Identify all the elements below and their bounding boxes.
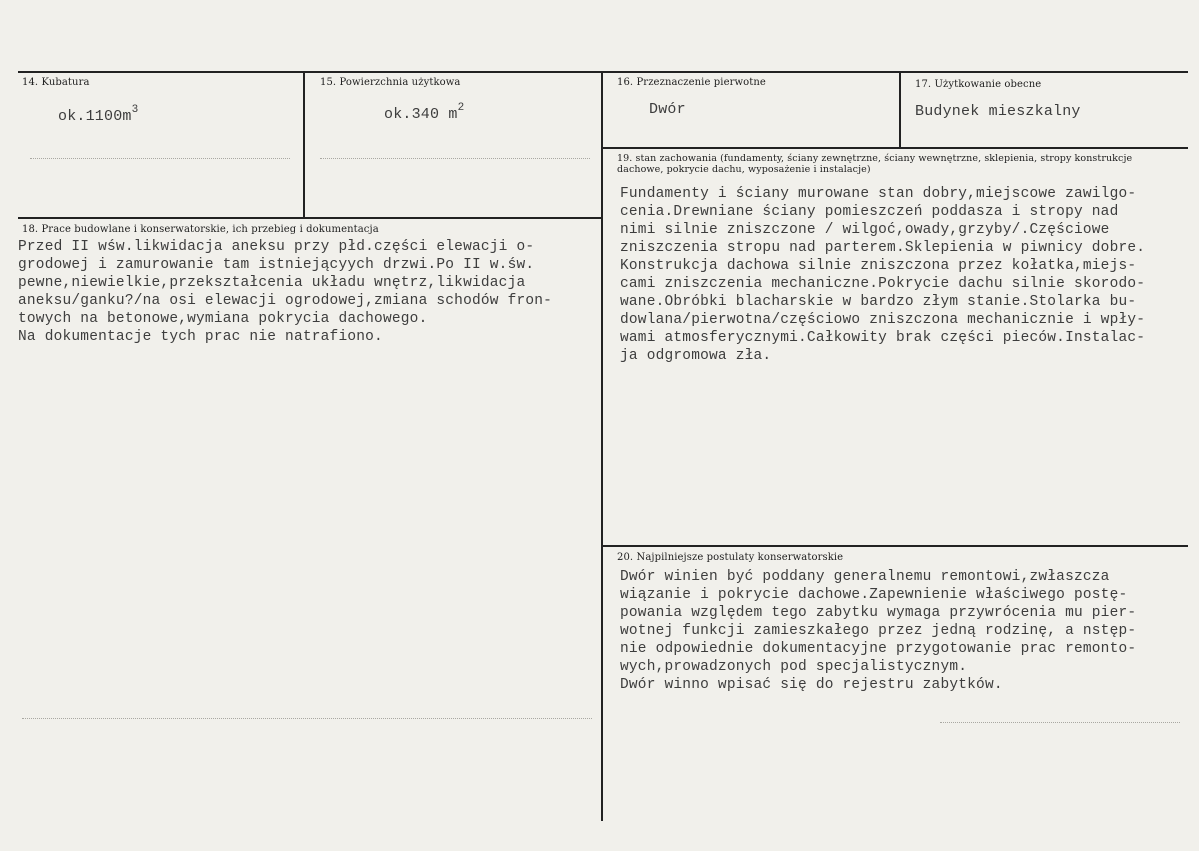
prace-budowlane-label: 18. Prace budowlane i konserwatorskie, ich przebieg i dokumentacja — [22, 224, 379, 235]
przeznaczenie-label: 16. Przeznaczenie pierwotne — [617, 77, 766, 88]
dotted-line — [320, 158, 590, 159]
powierzchnia-label: 15. Powierzchnia użytkowa — [320, 77, 461, 88]
text-line: wych,prowadzonych pod specjalistycznym. — [620, 659, 968, 675]
text-line: ja odgromowa zła. — [620, 348, 772, 364]
uzytkowanie-label: 17. Użytkowanie obecne — [915, 79, 1042, 90]
text-line: zniszczenia stropu nad parterem.Sklepienia w piwnicy dobre. — [620, 240, 1146, 256]
text-line: Fundamenty i ściany murowane stan dobry,miejscowe zawilgo- — [620, 186, 1137, 202]
kubatura-value: $ok.1100m^3$ — [58, 104, 139, 125]
dotted-line — [30, 158, 290, 159]
text-line: wotnej funkcji zamieszkałego przez jedną rodzinę, a nstęp- — [620, 623, 1137, 639]
text-line: wane.Obróbki blacharskie w bardzo złym stanie.Stolarka bu- — [620, 294, 1137, 310]
text-line: aneksu/ganku?/na osi elewacji ogrodowej,zmiana schodów fron- — [18, 293, 553, 309]
text-line: wiązanie i pokrycie dachowe.Zapewnienie właściwego postę- — [620, 587, 1128, 603]
divider-14-15 — [303, 71, 305, 217]
text-line: powania względem tego zabytku wymaga przywrócenia mu pier- — [620, 605, 1137, 621]
text-line: wami atmosferycznymi.Całkowity brak części pieców.Instalac- — [620, 330, 1146, 346]
text-line: nie odpowiednie dokumentacyjne przygotowanie prac remonto- — [620, 641, 1137, 657]
text-line: Dwór winien być poddany generalnemu remontowi,zwłaszcza — [620, 569, 1110, 585]
text-line: Konstrukcja dachowa silnie zniszczona przez kołatka,miejs- — [620, 258, 1137, 274]
rule-above-20 — [603, 545, 1188, 547]
rule-above-19 — [603, 147, 1188, 149]
uzytkowanie-value: Budynek mieszkalny — [915, 103, 1081, 120]
text-line: towych na betonowe,wymiana pokrycia dachowego. — [18, 311, 428, 327]
text-line: Przed II wśw.likwidacja aneksu przy płd.części elewacji o- — [18, 239, 535, 255]
text-line: cami zniszczenia mechaniczne.Pokrycie dachu silnie skorodo- — [620, 276, 1146, 292]
dotted-line — [22, 718, 592, 719]
rule-above-18 — [18, 217, 601, 219]
text-line: Na dokumentacje tych prac nie natrafiono. — [18, 329, 383, 345]
postulaty-label: 20. Najpilniejsze postulaty konserwatorskie — [617, 552, 844, 563]
text-line: Dwór winno wpisać się do rejestru zabytków. — [620, 677, 1003, 693]
divider-16-17 — [899, 71, 901, 147]
text-line: grodowej i zamurowanie tam istniejącyych drzwi.Po II w.św. — [18, 257, 535, 273]
text-line: dowlana/pierwotna/częściowo zniszczona mechanicznie i wpły- — [620, 312, 1146, 328]
center-divider — [601, 71, 603, 821]
kubatura-label: 14. Kubatura — [22, 77, 90, 88]
stan-zachowania-label: 19. stan zachowania (fundamenty, ściany zewnętrzne, ściany wewnętrzne, sklepienia, stropy konstrukcje dachowe, pokrycie dachu, wyposażenie i instalacje) — [617, 153, 1133, 175]
top-rule — [18, 71, 1188, 73]
przeznaczenie-value: Dwór — [649, 101, 686, 118]
text-line: pewne,niewielkie,przekształcenia układu wnętrz,likwidacja — [18, 275, 526, 291]
text-line: cenia.Drewniane ściany pomieszczeń poddasza i stropy nad — [620, 204, 1119, 220]
powierzchnia-value: ok.340 $m^2$ — [384, 102, 465, 123]
dotted-line — [940, 722, 1180, 723]
text-line: nimi silnie zniszczone / wilgoć,owady,grzyby/.Częściowe — [620, 222, 1110, 238]
